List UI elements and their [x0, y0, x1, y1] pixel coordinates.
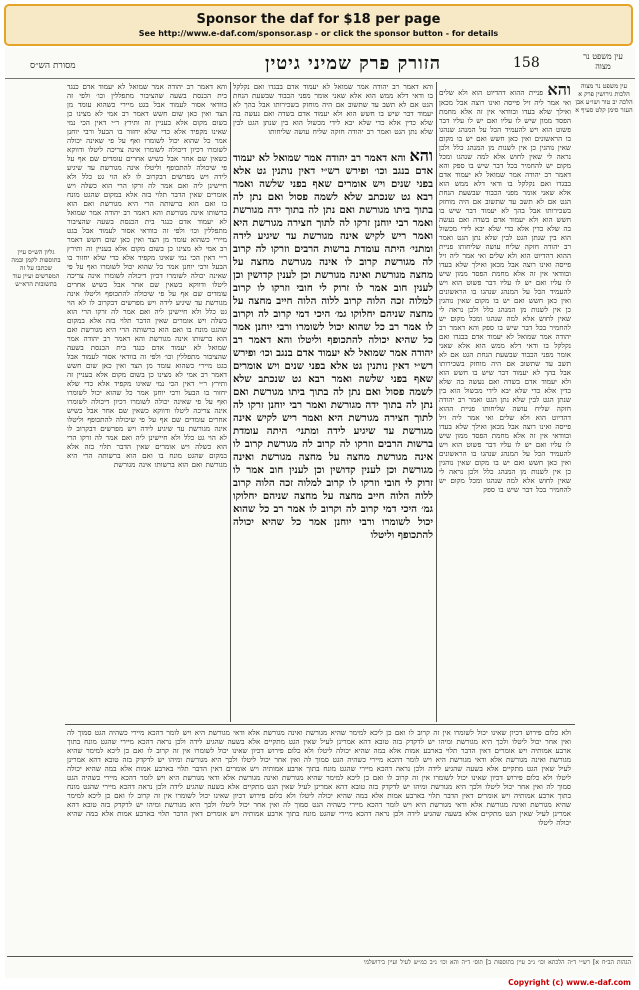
- copyright-link[interactable]: Copyright (c) www.e-daf.com: [508, 978, 631, 987]
- column-divider: [436, 82, 437, 722]
- lower-commentary-text-repeat: ולא כלום פירוש דכיון שאינו יכול לשומרו אין זה קרוב לו ואם כן ליכא למימר שהיא מגורשת ואינה מגורשת אלא ודאי מגורשת היא ויש לומר דהכא מיירי כשהיה הגט סמוך לה ואין אחר יכול ליטלו ולכך היא מגורשת ומיהו יש לדקדק בזה טובא דהא אמרינן לעיל שאין הגט מתקיים אלא בשעה שהגיע לידה ולכן נראה דהכא מיירי שהגט מונח בתוך ארבע אמותיה ויש אומרים דאין הדבר תלוי בארבע אמות אלא במה שהיא יכולה ליטלו: [67, 746, 571, 782]
- rashi-opening-word: והא: [547, 82, 571, 99]
- rashi-top-text-repeat: והא דאמר רב יהודה אמר שמואל לא יעמוד אדם בבגדו ואם נקלקל בו ודאי דלא ממש הוא אלא שאני אומר מפני הכבוד שבשעת הנחת הגט אם לא תשב עד שתשוב אם היה מוחזק בשכירותו אבל בהך לא יעמוד דבר שיש בו חשש הוא ולא יעמוד אדם בשדה ואם נעשה בה שלא כדין אלא כדי שלא יבא לידי מכשול הוא בין שנתן הגט לבין שלא נתן הגט ואמר רב יהודה חזקה שליח עושה שליחותו: [439, 323, 571, 413]
- footer-notes: הגהות הב״ח א] רש״י ד״ה הלכתא וכו׳ נ״ב עיין בתוספות ב] תוס׳ ד״ה והא וכו׳ נ״ב כמ״ש לעיל ועיין בירושלמי: [363, 959, 631, 966]
- page-title: הזורק פרק שמיני גיטין: [265, 53, 442, 74]
- lower-commentary-text-repeat-3: ולא כלום פירוש דכיון שאינו יכול לשומרו אין זה קרוב לו ואם כן ליכא למימר שהיא מגורשת ואינה מגורשת אלא ודאי מגורשת היא ויש לומר דהכא מיירי כשהיה הגט סמוך לה ואין אחר יכול ליטלו ולכך היא מגורשת ומיהו יש לדקדק בזה טובא דהא אמרינן לעיל שאין הגט מתקיים אלא בשעה שהגיע לידה ולכן נראה דהכא מיירי שהגט מונח בתוך ארבע אמותיה ויש אומרים דאין הדבר תלוי בארבע אמות אלא במה שהיא יכולה ליטלו: [67, 791, 571, 827]
- header-right-label: עין משפט נר מצוה: [583, 52, 623, 71]
- sponsor-banner[interactable]: [4, 4, 633, 46]
- lower-commentary-text: ולא כלום פירוש דכיון שאינו יכול לשומרו אין זה קרוב לו ואם כן ליכא למימר שהיא מגורשת ואינה מגורשת אלא ודאי מגורשת היא ויש לומר דהכא מיירי כשהיה הגט סמוך לה ואין אחר יכול ליטלו ולכך היא מגורשת ומיהו יש לדקדק בזה טובא דהא אמרינן לעיל שאין הגט מתקיים אלא בשעה שהגיע לידה ולכן נראה דהכא מיירי שהגט מונח בתוך ארבע אמותיה ויש אומרים דאין הדבר תלוי בארבע אמות אלא במה שהיא יכולה ליטלו: [67, 728, 571, 755]
- tosafot-left-text-repeat: ורבי יוחנן אמר כל שהוא יכול לשומרו ואף על פי שאינה יכולה לשומרו דכיון דיכולה לשומרו אינה צריכה ליטלו ודווקא כשאין שם אחר אבל כשיש אחרים עומדים שם אף על פי שיכולה להתכופף וליטלו אינה מגורשת עד שיגיע לידה ויש מפרשים דבקרוב לו לא הוי גט כלל ולא חיישינן ליה ואם אמר לה זרקו הרי הוא כשלה ויש אומרים שאין הדבר תלוי בזה אלא במקום שהגט מונח בו ואם הוא ברשותה הרי היא מגורשת ואם הוא ברשותו אינה מגורשת: [67, 262, 227, 343]
- column-divider: [230, 82, 231, 722]
- right-margin-notes: [575, 82, 633, 722]
- tosafot-top-text: והא דאמר רב יהודה אמר שמואל לא יעמוד אדם כנגד בית הכנסת בשעה שהציבור מתפללין וכו׳ ולפי זה בוודאי אסור לעמוד אבל בגט מיירי כשהוא עומד מן הצד ואין כאן שום חשש דאמר רב אמי לא מצינו כן בשום מקום אלא בעניין זה ותירץ ר״י דאין הכי נמי שאינו מקפיד אלא כדי שלא יחזור בו הבעל: [67, 82, 227, 136]
- tosafot-left-text-repeat-2: ורבי יוחנן אמר כל שהוא יכול לשומרו ואף על פי שאינה יכולה לשומרו דכיון דיכולה לשומרו אינה צריכה ליטלו ודווקא כשאין שם אחר אבל כשיש אחרים עומדים שם אף על פי שיכולה להתכופף וליטלו אינה מגורשת עד שיגיע לידה ויש מפרשים דבקרוב לו לא הוי גט כלל ולא חיישינן ליה ואם אמר לה זרקו הרי הוא כשלה ויש אומרים שאין הדבר תלוי בזה אלא במקום שהגט מונח בו ואם הוא ברשותה הרי היא מגורשת ואם הוא ברשותו אינה מגורשת: [67, 388, 227, 469]
- talmud-page-scan: [5, 48, 635, 978]
- page-header: [5, 48, 635, 79]
- tosafot-top-text-repeat: והא דאמר רב יהודה אמר שמואל לא יעמוד אדם כנגד בית הכנסת בשעה שהציבור מתפללין וכו׳ ולפי זה בוודאי אסור לעמוד אבל בגט מיירי כשהוא עומד מן הצד ואין כאן שום חשש דאמר רב אמי לא מצינו כן בשום מקום אלא בעניין זה ותירץ ר״י דאין הכי נמי שאינו מקפיד אלא כדי שלא יחזור בו הבעל: [67, 208, 227, 271]
- gemara-opening-word: והא: [409, 148, 433, 165]
- header-left-label: מסורת הש״ס: [30, 61, 76, 71]
- tosafot-left-text: ורבי יוחנן אמר כל שהוא יכול לשומרו ואף על פי שאינה יכולה לשומרו דכיון דיכולה לשומרו אינה צריכה ליטלו ודווקא כשאין שם אחר אבל כשיש אחרים עומדים שם אף על פי שיכולה להתכופף וליטלו אינה מגורשת עד שיגיע לידה ויש מפרשים דבקרוב לו לא הוי גט כלל ולא חיישינן ליה ואם אמר לה זרקו הרי הוא כשלה ויש אומרים שאין הדבר תלוי בזה אלא במקום שהגט מונח בו ואם הוא ברשותה הרי היא מגורשת ואם הוא ברשותו אינה מגורשת: [67, 127, 227, 217]
- rashi-column: [439, 82, 571, 722]
- sponsor-subline: See http://www.e-daf.com/sponsor.asp - or click the sponsor button - for details: [138, 29, 499, 38]
- rashi-top-block: והא דאמר רב יהודה אמר שמואל לא יעמוד אדם בבגדו ואם נקלקל בו ודאי דלא ממש הוא אלא שאני אומר מפני הכבוד שבשעת הנחת הגט אם לא תשב עד שתשוב אם היה מוחזק בשכירותו אבל בהך לא יעמוד דבר שיש בו חשש הוא ולא יעמוד אדם בשדה ואם נעשה בה שלא כדין אלא כדי שלא יבא לידי מכשול הוא בין שנתן הגט לבין שלא נתן הגט ואמר רב יהודה חזקה שליח עושה שליחותו: [233, 82, 433, 136]
- sponsor-headline[interactable]: Sponsor the daf for $18 per page: [196, 12, 441, 27]
- page-number: 158: [513, 55, 540, 71]
- lower-commentary: [67, 728, 571, 956]
- gemara-body: והא דאמר רב יהודה אמר שמואל לא יעמוד אדם בנגב וכו׳ ופירש רש״י דאין נותנין גט אלא בפני שנים ויש אומרים שאף בפני שלשה ואמר רבא גט שנכתב שלא לשמה פסול ואם נתן לה בתוך ביתו מגורשת ואם נתן לה בתוך ידה מגורשת ואמר רבי יוחנן זרקו לה לתוך חצירה מגורשת היא ואמר ריש לקיש אינה מגורשת עד שיגיע לידה ומתני׳ היתה עומדת ברשות הרבים וזרקו לה קרוב לה מגורשת קרוב לו אינה מגורשת מחצה על מחצה מגורשת ואינה מגורשת וכן לענין קדושין וכן לענין חוב אמר לו זרוק לי חובי וזרקו לו קרוב למלוה זכה הלוה קרוב ללוה הלוה חייב מחצה על מחצה שניהם יחלוקו גמ׳ היכי דמי קרוב לה וקרוב לו אמר רב כל שהוא יכול לשומרו ורבי יוחנן אמר כל שהיא יכולה להתכופף וליטלו: [233, 152, 433, 346]
- gemara-body-repeat: והא דאמר רב יהודה אמר שמואל לא יעמוד אדם בנגב וכו׳ ופירש רש״י דאין נותנין גט אלא בפני שנים ויש אומרים שאף בפני שלשה ואמר רבא גט שנכתב שלא לשמה פסול ואם נתן לה בתוך ביתו מגורשת ואם נתן לה בתוך ידה מגורשת ואמר רבי יוחנן זרקו לה לתוך חצירה מגורשת היא ואמר ריש לקיש אינה מגורשת עד שיגיע לידה ומתני׳ היתה עומדת ברשות הרבים וזרקו לה קרוב לה מגורשת קרוב לו אינה מגורשת מחצה על מחצה מגורשת ואינה מגורשת וכן לענין קדושין וכן לענין חוב אמר לו זרוק לי חובי וזרקו לו קרוב למלוה זכה הלוה קרוב ללוה הלוה חייב מחצה על מחצה שניהם יחלוקו גמ׳ היכי דמי קרוב לה וקרוב לו אמר רב כל שהוא יכול לשומרו ורבי יוחנן אמר כל שהיא יכולה להתכופף וליטלו: [233, 334, 433, 541]
- left-margin-notes: גליון הש״ס עיין בתוספות לקמן ובמה שכתבו על זה המפרשים ועיין עוד בתשובות הרא״ש: [11, 248, 61, 288]
- rashi-right-text-repeat-2: פניית ההוא דהדיוט הוא ולא שלים ואי אמר ליה זיל פייסה ואינו רוצה אבל מכאן ואילך שלא בעדו ובוודאי אין זה אלא מחמת הפסד ממון שיש לו עליו ואם יש לו עליו דבר פשוט הוא ויש להעמיד הכל על המנהג שנהגו בו הראשונים ואין כאן חשש ואם יש בו מקום שאין נוהגין כן אין לשנות מן המנהג כלל ולכן נראה לי שאין לחוש אלא למה שנהגו ומכל מקום יש להחמיר בכל דבר שיש בו ספק: [439, 404, 571, 494]
- lower-commentary-text-repeat-2: ולא כלום פירוש דכיון שאינו יכול לשומרו אין זה קרוב לו ואם כן ליכא למימר שהיא מגורשת ואינה מגורשת אלא ודאי מגורשת היא ויש לומר דהכא מיירי כשהיה הגט סמוך לה ואין אחר יכול ליטלו ולכך היא מגורשת ומיהו יש לדקדק בזה טובא דהא אמרינן לעיל שאין הגט מתקיים אלא בשעה שהגיע לידה ולכן נראה דהכא מיירי שהגט מונח בתוך ארבע אמותיה ויש אומרים דאין הדבר תלוי בארבע אמות אלא במה שהיא יכולה ליטלו: [67, 773, 571, 800]
- rashi-top-text: והא דאמר רב יהודה אמר שמואל לא יעמוד אדם בבגדו ואם נקלקל בו ודאי דלא ממש הוא אלא שאני אומר מפני הכבוד שבשעת הנחת הגט אם לא תשב עד שתשוב אם היה מוחזק בשכירותו אבל בהך לא יעמוד דבר שיש בו חשש הוא ולא יעמוד אדם בשדה ואם נעשה בה שלא כדין אלא כדי שלא יבא לידי מכשול הוא בין שנתן הגט לבין שלא נתן הגט ואמר רב יהודה חזקה שליח עושה שליחותו: [439, 161, 571, 251]
- rashi-right-text: פניית ההוא דהדיוט הוא ולא שלים ואי אמר ליה זיל פייסה ואינו רוצה אבל מכאן ואילך שלא בעדו ובוודאי אין זה אלא מחמת הפסד ממון שיש לו עליו ואם יש לו עליו דבר פשוט הוא ויש להעמיד הכל על המנהג שנהגו בו הראשונים ואין כאן חשש ואם יש בו מקום שאין נוהגין כן אין לשנות מן המנהג כלל ולכן נראה לי שאין לחוש אלא למה שנהגו ומכל מקום יש להחמיר בכל דבר שיש בו ספק: [439, 88, 571, 170]
- tosafot-column: [67, 82, 227, 722]
- right-margin-text: עין משפט נר מצוה הלכות גירושין פרק א הלכה יב טור ושו״ע אבן העזר סימן קלט סעיף א: [575, 82, 633, 114]
- commentary-divider: [65, 724, 575, 725]
- footnotes-divider: [7, 956, 633, 957]
- tosafot-top-text-repeat-2: והא דאמר רב יהודה אמר שמואל לא יעמוד אדם כנגד בית הכנסת בשעה שהציבור מתפללין וכו׳ ולפי זה בוודאי אסור לעמוד אבל בגט מיירי כשהוא עומד מן הצד ואין כאן שום חשש דאמר רב אמי לא מצינו כן בשום מקום אלא בעניין זה ותירץ ר״י דאין הכי נמי שאינו מקפיד אלא כדי שלא יחזור בו הבעל: [67, 334, 227, 397]
- gemara-text: [233, 148, 433, 713]
- rashi-right-text-repeat: פניית ההוא דהדיוט הוא ולא שלים ואי אמר ליה זיל פייסה ואינו רוצה אבל מכאן ואילך שלא בעדו ובוודאי אין זה אלא מחמת הפסד ממון שיש לו עליו ואם יש לו עליו דבר פשוט הוא ויש להעמיד הכל על המנהג שנהגו בו הראשונים ואין כאן חשש ואם יש בו מקום שאין נוהגין כן אין לשנות מן המנהג כלל ולכן נראה לי שאין לחוש אלא למה שנהגו ומכל מקום יש להחמיר בכל דבר שיש בו ספק: [439, 242, 571, 332]
